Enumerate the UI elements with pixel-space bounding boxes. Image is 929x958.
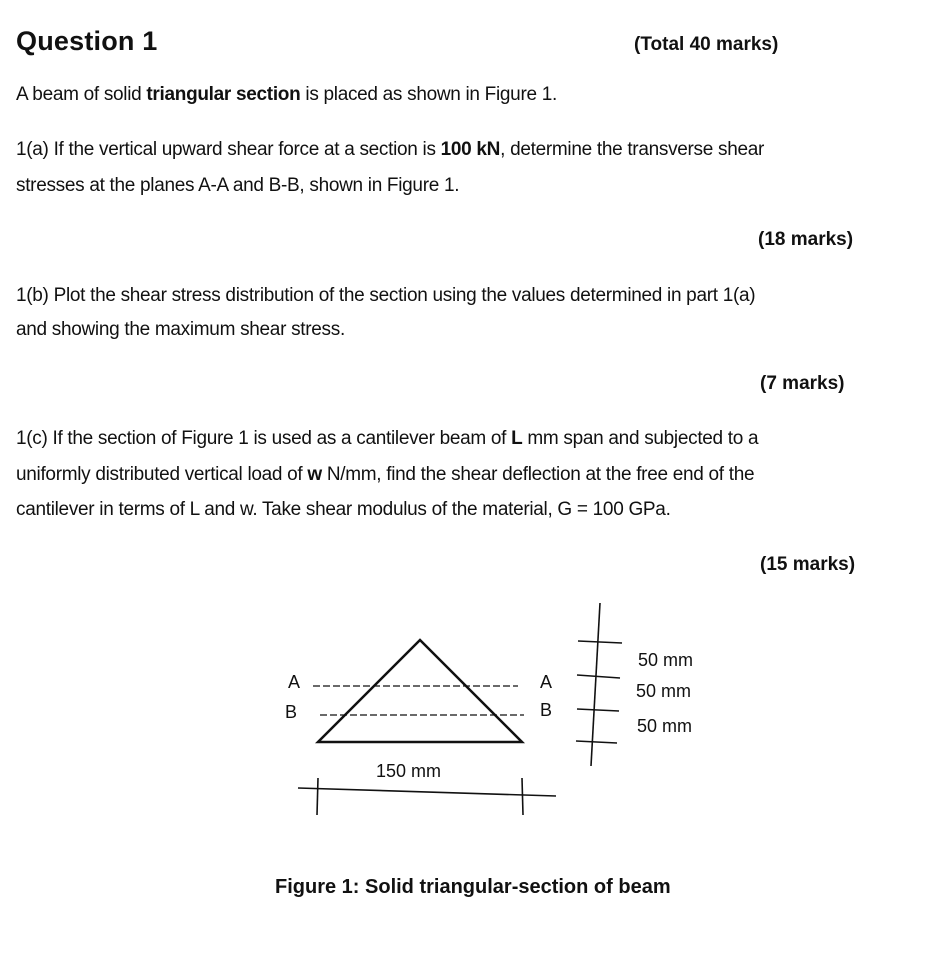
height-dimension-label-mid: 50 mm xyxy=(636,681,692,701)
height-dimension-tick-1 xyxy=(578,641,622,643)
part-c-line-2-bold: w xyxy=(307,464,322,485)
height-dimension-tick-2 xyxy=(577,675,620,678)
height-dimension-label-bottom: 50 mm xyxy=(637,716,693,736)
part-b-marks: (7 marks) xyxy=(760,373,845,394)
label-b-right: B xyxy=(540,700,553,720)
part-a-line-2: stresses at the planes A-A and B-B, shown in Figure 1. xyxy=(16,175,460,196)
label-b-left: B xyxy=(285,702,298,722)
part-a-line-1-bold: 100 kN xyxy=(440,139,501,160)
part-c-marks: (15 marks) xyxy=(760,554,856,575)
part-a-line-1-before: 1(a) If the vertical upward shear force at a section is xyxy=(16,139,441,160)
height-dimension-tick-3 xyxy=(577,709,619,711)
part-a-line-1-after: , determine the transverse shear xyxy=(500,139,765,160)
figure-caption: Figure 1: Solid triangular-section of beam xyxy=(275,876,671,898)
label-a-left: A xyxy=(288,672,301,692)
part-c-line-1-bold: L xyxy=(511,428,523,449)
intro-text-bold: triangular section xyxy=(146,84,301,105)
triangle-section xyxy=(318,640,522,742)
part-b-line-1: 1(b) Plot the shear stress distribution of the section using the values determined in part 1(a) xyxy=(16,285,756,306)
part-c-line-3: cantilever in terms of L and w. Take shear modulus of the material, G = 100 GPa. xyxy=(16,499,671,520)
part-b-line-2: and showing the maximum shear stress. xyxy=(16,319,345,340)
intro-text-before: A beam of solid xyxy=(16,84,147,105)
intro-text-after: is placed as shown in Figure 1. xyxy=(300,84,557,105)
base-dimension-label: 150 mm xyxy=(376,761,442,781)
base-dimension-tick-right xyxy=(522,778,523,815)
part-c-line-1-before: 1(c) If the section of Figure 1 is used as a cantilever beam of xyxy=(16,428,512,449)
base-dimension-line xyxy=(298,788,556,796)
part-c-line-2-before: uniformly distributed vertical load of xyxy=(16,464,308,485)
base-dimension-tick-left xyxy=(317,778,318,815)
part-c-line-2-after: N/mm, find the shear deflection at the free end of the xyxy=(321,464,755,485)
height-dimension-label-top: 50 mm xyxy=(638,650,694,670)
height-dimension-tick-4 xyxy=(576,741,617,743)
part-c-line-1-after: mm span and subjected to a xyxy=(522,428,759,449)
question-title: Question 1 xyxy=(16,26,158,56)
question-total-marks: (Total 40 marks) xyxy=(634,34,779,55)
part-a-marks: (18 marks) xyxy=(758,229,854,250)
label-a-right: A xyxy=(540,672,553,692)
